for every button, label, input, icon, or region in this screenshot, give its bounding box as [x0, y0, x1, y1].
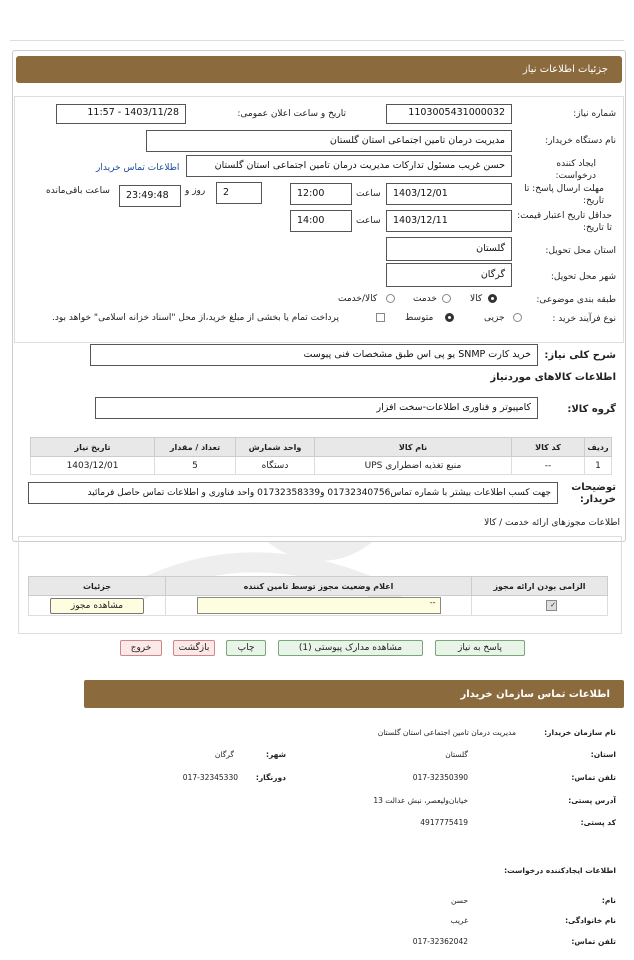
family-value: غریب: [450, 916, 468, 925]
deadline-time-field: 12:00: [290, 183, 352, 205]
buyer-desc-label: توضیحات خریدار:: [571, 482, 616, 505]
contact-header: [84, 680, 624, 708]
process-radio-minor[interactable]: [513, 313, 522, 322]
summary-label: شرح کلی نیاز:: [544, 350, 616, 361]
license-section-title: اطلاعات مجوزهای ارائه خدمت / کالا: [484, 518, 620, 528]
col-license-details: جزئیات: [29, 577, 166, 596]
process-label: نوع فرآیند خرید :: [552, 314, 616, 324]
col-name: نام کالا: [315, 438, 512, 457]
reply-button[interactable]: پاسخ به نیاز: [435, 640, 525, 656]
category-radio-goods[interactable]: [488, 294, 497, 303]
validity-label: حداقل تاریخ اعتبار قیمت: تا تاریخ:: [517, 211, 612, 233]
buyer-desc-field: جهت کسب اطلاعات بیشتر با شماره تماس01732340756 و01732358339 واحد فناوری و اطلاعات تماس حاصل فرمائید: [28, 482, 558, 504]
buyer-org-field: مدیریت درمان تامین اجتماعی استان گلستان: [146, 130, 512, 152]
deadline-time-label: ساعت: [356, 189, 381, 199]
postal-label: کد پستی:: [580, 818, 616, 827]
cell-unit: دستگاه: [236, 457, 315, 475]
summary-field: خرید کارت SNMP یو پی اس طبق مشخصات فنی پیوست: [90, 344, 538, 366]
postal-value: 4917775419: [420, 818, 468, 827]
license-table-header: [29, 577, 608, 596]
view-license-button[interactable]: مشاهده مجوز: [50, 598, 144, 614]
goods-table: [30, 437, 612, 475]
city-info-value: گرگان: [214, 750, 234, 759]
province-info-value: گلستان: [445, 750, 468, 759]
goods-group-label: گروه کالا:: [567, 404, 616, 415]
license-required-checkbox[interactable]: ✓: [546, 600, 557, 611]
phone-value: 017-32350390: [412, 773, 468, 782]
address-label: آدرس پستی:: [568, 796, 616, 805]
category-option-service: خدمت: [413, 294, 437, 304]
col-date: تاریخ نیاز: [31, 438, 155, 457]
org-value: مدیریت درمان تامین اجتماعی استان گلستان: [377, 728, 516, 737]
creator-field: حسن غریب مسئول تدارکات مدیریت درمان تامین اجتماعی استان گلستان: [186, 155, 512, 177]
buyer-org-label: نام دستگاه خریدار:: [545, 136, 616, 146]
col-code: کد کالا: [512, 438, 585, 457]
deadline-label: مهلت ارسال پاسخ: تا تاریخ:: [524, 184, 604, 206]
process-option-minor: جزیی: [484, 313, 505, 323]
process-option-medium: متوسط: [405, 313, 434, 323]
creator-label: ایجاد کننده درخواست:: [555, 159, 596, 181]
treasury-checkbox[interactable]: [376, 313, 385, 322]
col-unit: واحد شمارش: [236, 438, 315, 457]
family-label: نام خانوادگی:: [565, 916, 616, 925]
announce-field: 1403/11/28 - 11:57: [56, 104, 186, 124]
name-label: نام:: [601, 896, 616, 905]
category-option-goods: کالا: [470, 294, 483, 304]
payment-note: پرداخت تمام یا بخشی از مبلغ خرید،از محل "اسناد خزانه اسلامی" خواهد بود.: [52, 313, 340, 323]
remaining-time-field: 23:49:48: [119, 185, 181, 207]
category-option-both: کالا/خدمت: [338, 294, 378, 304]
creator-phone-label: تلفن تماس:: [571, 937, 616, 946]
cell-date: 1403/12/01: [31, 457, 155, 475]
page-title: جزئیات اطلاعات نیاز: [522, 64, 608, 75]
city-label: شهر محل تحویل:: [550, 272, 616, 282]
process-radio-medium[interactable]: [445, 313, 454, 322]
back-button[interactable]: بازگشت: [173, 640, 215, 656]
fax-value: 017-32345330: [182, 773, 238, 782]
creator-info-title: اطلاعات ایجادکننده درخواست:: [504, 866, 616, 875]
deadline-date-field: 1403/12/01: [386, 183, 512, 205]
contact-info-link[interactable]: اطلاعات تماس خریدار: [96, 163, 180, 173]
creator-phone-value: 017-32362042: [412, 937, 468, 946]
announce-label: تاریخ و ساعت اعلان عمومی:: [237, 109, 346, 119]
goods-table-header: [31, 438, 612, 457]
contact-title: اطلاعات تماس سازمان خریدار: [460, 689, 610, 700]
category-radio-service[interactable]: [442, 294, 451, 303]
fax-label: دورنگار:: [255, 773, 286, 782]
province-info-label: استان:: [590, 750, 616, 759]
category-label: طبقه بندی موضوعی:: [536, 295, 616, 305]
name-value: حسن: [450, 896, 468, 905]
province-field: گلستان: [386, 237, 512, 261]
need-number-field: 1103005431000032: [386, 104, 512, 124]
validity-time-label: ساعت: [356, 216, 381, 226]
city-info-label: شهر:: [266, 750, 286, 759]
exit-button[interactable]: خروج: [120, 640, 162, 656]
org-label: نام سازمان خریدار:: [544, 728, 616, 737]
table-row[interactable]: [31, 457, 612, 475]
days-field: 2: [216, 182, 262, 204]
col-row: ردیف: [585, 438, 612, 457]
license-table: [28, 576, 608, 616]
cell-qty: 5: [155, 457, 236, 475]
category-radio-both[interactable]: [386, 294, 395, 303]
table-row: [29, 596, 608, 616]
col-license-required: الزامی بودن ارائه مجوز: [472, 577, 608, 596]
city-field: گرگان: [386, 263, 512, 287]
need-number-label: شماره نیاز:: [573, 109, 616, 119]
remaining-label: ساعت باقی‌مانده: [46, 186, 110, 196]
goods-section-title: اطلاعات کالاهای موردنیاز: [490, 372, 616, 383]
page-header: [16, 56, 622, 83]
phone-label: تلفن تماس:: [571, 773, 616, 782]
validity-time-field: 14:00: [290, 210, 352, 232]
print-button[interactable]: چاپ: [226, 640, 266, 656]
validity-date-field: 1403/12/11: [386, 210, 512, 232]
license-status-field[interactable]: --: [197, 597, 441, 614]
attachments-button[interactable]: مشاهده مدارک پیوستی (1): [278, 640, 423, 656]
address-value: خیابان‌ولیعصر، نبش عدالت 13: [373, 796, 468, 805]
cell-row: 1: [585, 457, 612, 475]
cell-code: --: [512, 457, 585, 475]
col-license-status: اعلام وضعیت مجوز توسط تامین کننده: [166, 577, 472, 596]
province-label: استان محل تحویل:: [545, 246, 616, 256]
goods-group-field: کامپیوتر و فناوری اطلاعات-سخت افزار: [95, 397, 538, 419]
days-label: روز و: [185, 186, 206, 196]
cell-name: منبع تغذیه اضطراری UPS: [315, 457, 512, 475]
col-qty: تعداد / مقدار: [155, 438, 236, 457]
top-divider: [10, 40, 624, 41]
